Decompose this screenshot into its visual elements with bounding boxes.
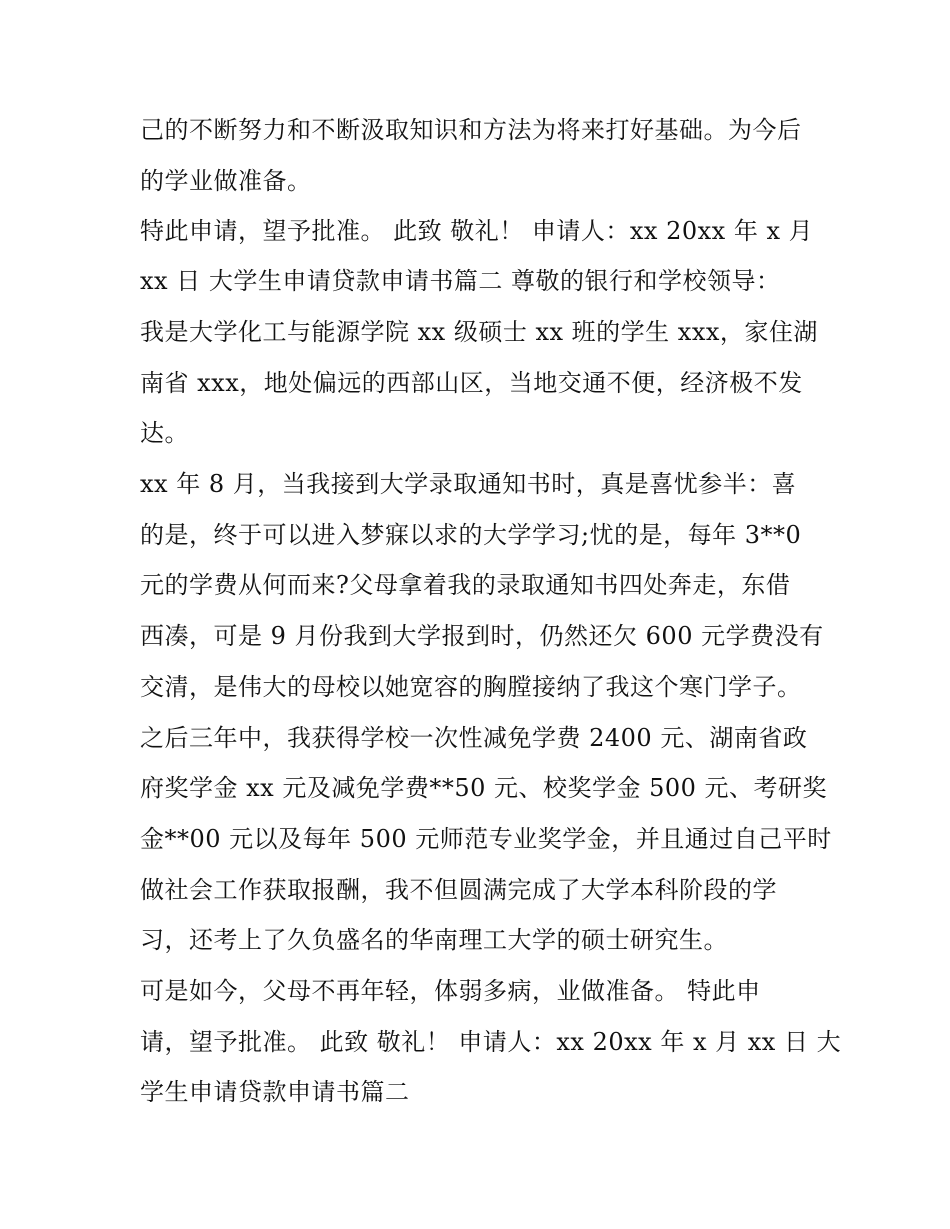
text-line: 的是，终于可以进入梦寐以求的大学学习;忧的是，每年 3**0 [140,521,802,549]
text-line: 府奖学金 xx 元及减免学费**50 元、校奖学金 500 元、考研奖 [140,774,828,802]
text-line: 学生申请贷款申请书篇二 [140,1078,410,1106]
text-line: 可是如今，父母不再年轻，体弱多病，业做准备。 特此申 [140,977,761,1005]
text-line: 习，还考上了久负盛名的华南理工大学的硕士研究生。 [140,926,728,954]
text-line: 元的学费从何而来?父母拿着我的录取通知书四处奔走，东借 [140,571,791,599]
text-line: 请，望予批准。 此致 敬礼！ 申请人：xx 20xx 年 x 月 xx 日 大 [140,1028,842,1056]
text-line: 西凑，可是 9 月份我到大学报到时，仍然还欠 600 元学费没有 [140,622,824,650]
text-line: 己的不断努力和不断汲取知识和方法为将来打好基础。为今后 [140,116,802,144]
text-line: 之后三年中，我获得学校一次性减免学费 2400 元、湖南省政 [140,724,808,752]
text-line: 达。 [140,419,189,447]
text-line: 做社会工作获取报酬，我不但圆满完成了大学本科阶段的学 [140,876,777,904]
text-line: 金**00 元以及每年 500 元师范专业奖学金，并且通过自己平时 [140,825,832,853]
text-line: 交清，是伟大的母校以她宽容的胸膛接纳了我这个寒门学子。 [140,673,802,701]
text-line: xx 年 8 月，当我接到大学录取通知书时，真是喜忧参半：喜 [140,470,797,498]
text-line: 南省 xxx，地处偏远的西部山区，当地交通不便，经济极不发 [140,369,803,397]
text-line: xx 日 大学生申请贷款申请书篇二 尊敬的银行和学校领导： [140,267,781,295]
text-line: 我是大学化工与能源学院 xx 级硕士 xx 班的学生 xxx，家住湖 [140,318,818,346]
text-line: 的学业做准备。 [140,167,312,195]
text-line: 特此申请，望予批准。 此致 敬礼！ 申请人：xx 20xx 年 x 月 [140,217,814,245]
